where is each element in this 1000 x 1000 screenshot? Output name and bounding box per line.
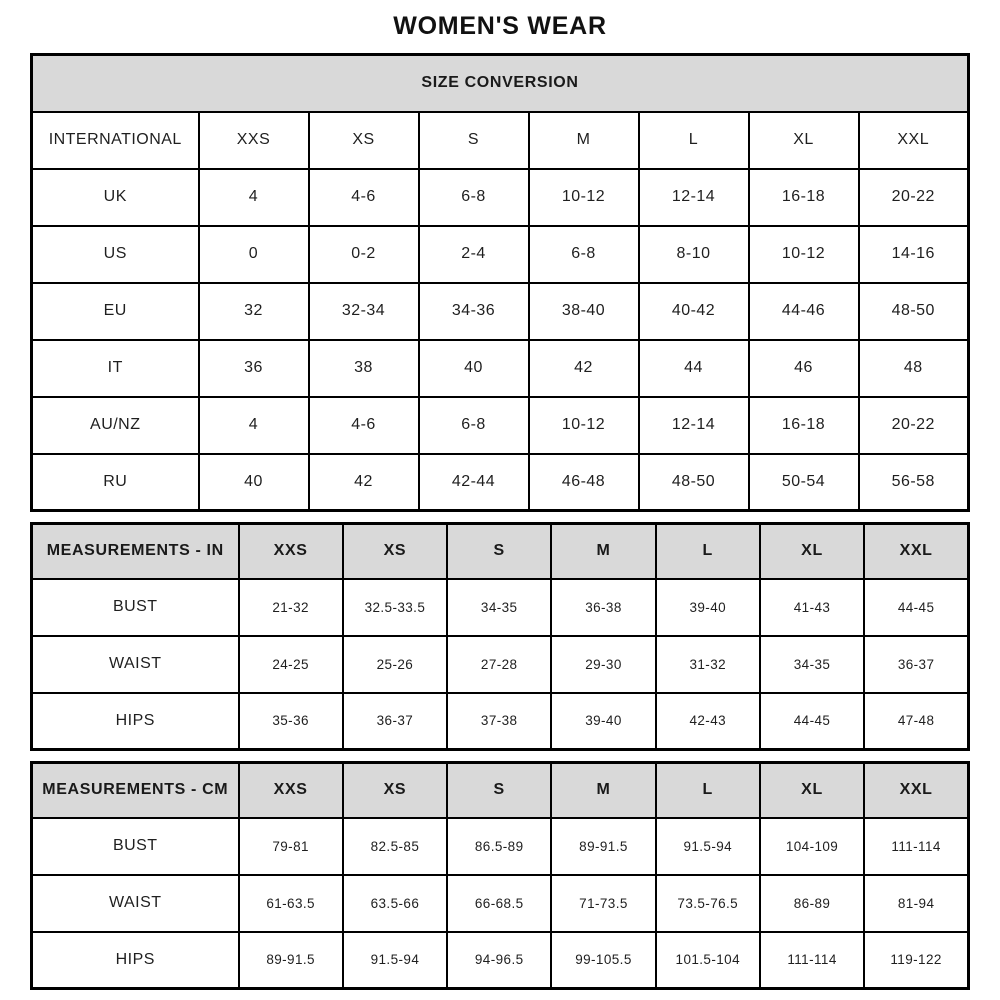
- column-header: S: [447, 524, 551, 579]
- column-header: MEASUREMENTS - CM: [32, 763, 239, 818]
- column-header: XL: [749, 112, 859, 169]
- column-header: XXS: [239, 763, 343, 818]
- table-cell: 104-109: [760, 818, 864, 875]
- column-header: XXL: [859, 112, 969, 169]
- column-header: XXS: [239, 524, 343, 579]
- column-header: M: [551, 763, 655, 818]
- table-cell: 38: [309, 340, 419, 397]
- row-label: US: [32, 226, 199, 283]
- table-cell: 36-38: [551, 579, 655, 636]
- table-cell: 36: [199, 340, 309, 397]
- table-row: [32, 875, 969, 932]
- table-cell: 91.5-94: [343, 932, 447, 989]
- table-cell: 16-18: [749, 169, 859, 226]
- table-cell: 111-114: [864, 818, 968, 875]
- row-label: UK: [32, 169, 199, 226]
- table-cell: 47-48: [864, 693, 968, 750]
- table-row: [32, 454, 969, 511]
- table-row: [32, 818, 969, 875]
- table-cell: 42-44: [419, 454, 529, 511]
- table-cell: 6-8: [419, 397, 529, 454]
- table-cell: 119-122: [864, 932, 968, 989]
- table-cell: 42: [529, 340, 639, 397]
- table-cell: 21-32: [239, 579, 343, 636]
- column-header: XS: [309, 112, 419, 169]
- measurements-cm-table: [30, 761, 970, 990]
- measurements-in-table: [30, 522, 970, 751]
- table-cell: 61-63.5: [239, 875, 343, 932]
- column-header: XXL: [864, 524, 968, 579]
- table-cell: 4-6: [309, 397, 419, 454]
- table-cell: 16-18: [749, 397, 859, 454]
- column-header: L: [656, 524, 760, 579]
- table-cell: 10-12: [529, 169, 639, 226]
- table-cell: 34-35: [447, 579, 551, 636]
- column-header: S: [419, 112, 529, 169]
- table-cell: 44-46: [749, 283, 859, 340]
- table-cell: 46-48: [529, 454, 639, 511]
- column-header: M: [529, 112, 639, 169]
- column-header: XL: [760, 524, 864, 579]
- table-cell: 32.5-33.5: [343, 579, 447, 636]
- column-header: XXL: [864, 763, 968, 818]
- table-cell: 32: [199, 283, 309, 340]
- column-header: L: [639, 112, 749, 169]
- table-cell: 111-114: [760, 932, 864, 989]
- row-label: HIPS: [32, 693, 239, 750]
- table-cell: 37-38: [447, 693, 551, 750]
- table-cell: 6-8: [419, 169, 529, 226]
- table-cell: 27-28: [447, 636, 551, 693]
- table-cell: 12-14: [639, 397, 749, 454]
- table-cell: 91.5-94: [656, 818, 760, 875]
- row-label: EU: [32, 283, 199, 340]
- table-row: [32, 169, 969, 226]
- size-conversion-table: [30, 53, 970, 512]
- row-label: AU/NZ: [32, 397, 199, 454]
- table-row: [32, 693, 969, 750]
- table-cell: 24-25: [239, 636, 343, 693]
- table-cell: 79-81: [239, 818, 343, 875]
- table-cell: 86-89: [760, 875, 864, 932]
- table-cell: 86.5-89: [447, 818, 551, 875]
- table-cell: 40: [419, 340, 529, 397]
- column-header: M: [551, 524, 655, 579]
- table-cell: 4: [199, 169, 309, 226]
- table-cell: 40: [199, 454, 309, 511]
- table-cell: 36-37: [864, 636, 968, 693]
- column-header: MEASUREMENTS - IN: [32, 524, 239, 579]
- table-cell: 71-73.5: [551, 875, 655, 932]
- table-row: [32, 340, 969, 397]
- table-cell: 73.5-76.5: [656, 875, 760, 932]
- table-row: [32, 226, 969, 283]
- table-cell: 42-43: [656, 693, 760, 750]
- row-label: IT: [32, 340, 199, 397]
- table-cell: 20-22: [859, 397, 969, 454]
- table-cell: 25-26: [343, 636, 447, 693]
- table-cell: 4: [199, 397, 309, 454]
- table-row: [32, 579, 969, 636]
- table-cell: 10-12: [749, 226, 859, 283]
- table-cell: 14-16: [859, 226, 969, 283]
- table-cell: 63.5-66: [343, 875, 447, 932]
- table-cell: 29-30: [551, 636, 655, 693]
- row-label: HIPS: [32, 932, 239, 989]
- table-title: SIZE CONVERSION: [32, 55, 969, 112]
- table-row: [32, 397, 969, 454]
- table-cell: 8-10: [639, 226, 749, 283]
- table-cell: 101.5-104: [656, 932, 760, 989]
- table-cell: 39-40: [551, 693, 655, 750]
- row-label: BUST: [32, 818, 239, 875]
- table-cell: 34-35: [760, 636, 864, 693]
- table-cell: 50-54: [749, 454, 859, 511]
- table-cell: 89-91.5: [551, 818, 655, 875]
- row-label: RU: [32, 454, 199, 511]
- table-cell: 39-40: [656, 579, 760, 636]
- table-row: [32, 932, 969, 989]
- table-cell: 4-6: [309, 169, 419, 226]
- row-label: BUST: [32, 579, 239, 636]
- table-cell: 38-40: [529, 283, 639, 340]
- column-header: S: [447, 763, 551, 818]
- table-cell: 46: [749, 340, 859, 397]
- table-cell: 82.5-85: [343, 818, 447, 875]
- table-cell: 32-34: [309, 283, 419, 340]
- table-cell: 42: [309, 454, 419, 511]
- table-cell: 36-37: [343, 693, 447, 750]
- table-cell: 6-8: [529, 226, 639, 283]
- table-cell: 44-45: [760, 693, 864, 750]
- table-cell: 94-96.5: [447, 932, 551, 989]
- row-label: WAIST: [32, 636, 239, 693]
- table-cell: 66-68.5: [447, 875, 551, 932]
- table-cell: 81-94: [864, 875, 968, 932]
- table-cell: 56-58: [859, 454, 969, 511]
- table-cell: 44-45: [864, 579, 968, 636]
- column-header: INTERNATIONAL: [32, 112, 199, 169]
- page-title: WOMEN'S WEAR: [393, 12, 607, 40]
- table-cell: 10-12: [529, 397, 639, 454]
- table-cell: 48-50: [639, 454, 749, 511]
- table-cell: 31-32: [656, 636, 760, 693]
- row-label: WAIST: [32, 875, 239, 932]
- table-cell: 34-36: [419, 283, 529, 340]
- table-cell: 48: [859, 340, 969, 397]
- table-cell: 0: [199, 226, 309, 283]
- column-header: XXS: [199, 112, 309, 169]
- table-cell: 2-4: [419, 226, 529, 283]
- table-cell: 35-36: [239, 693, 343, 750]
- table-cell: 40-42: [639, 283, 749, 340]
- column-header: L: [656, 763, 760, 818]
- table-row: [32, 283, 969, 340]
- table-cell: 41-43: [760, 579, 864, 636]
- table-cell: 20-22: [859, 169, 969, 226]
- table-row: [32, 636, 969, 693]
- table-cell: 89-91.5: [239, 932, 343, 989]
- table-cell: 0-2: [309, 226, 419, 283]
- column-header: XS: [343, 763, 447, 818]
- column-header: XS: [343, 524, 447, 579]
- table-cell: 48-50: [859, 283, 969, 340]
- table-cell: 44: [639, 340, 749, 397]
- column-header: XL: [760, 763, 864, 818]
- table-cell: 12-14: [639, 169, 749, 226]
- table-cell: 99-105.5: [551, 932, 655, 989]
